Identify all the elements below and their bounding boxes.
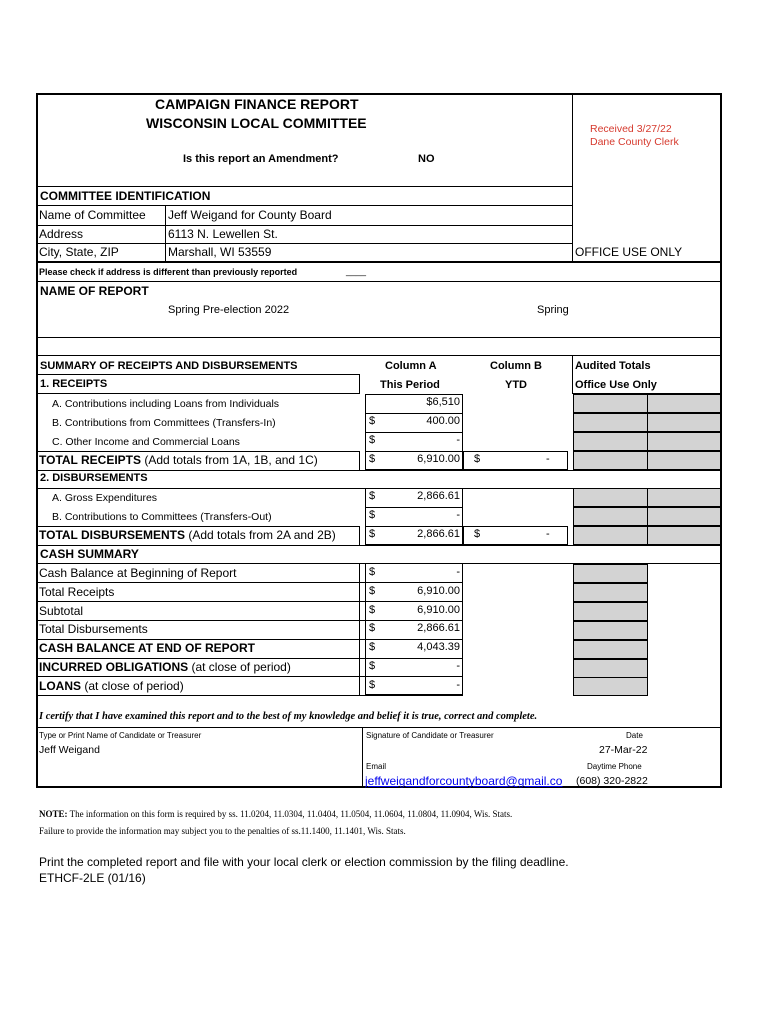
treasurer-name-label: Type or Print Name of Candidate or Treasurer bbox=[39, 731, 202, 740]
office-use-label: OFFICE USE ONLY bbox=[575, 245, 683, 259]
committee-name-value: Jeff Weigand for County Board bbox=[168, 208, 332, 222]
dollar-sign: $ bbox=[369, 566, 376, 578]
address-change-checkbox[interactable]: ____ bbox=[346, 266, 367, 276]
divider bbox=[365, 507, 463, 508]
divider bbox=[359, 374, 360, 394]
amendment-question: Is this report an Amendment? bbox=[183, 153, 339, 165]
column-a-label: Column A bbox=[385, 360, 437, 372]
dollar-sign: $ bbox=[369, 434, 376, 446]
audit-cell bbox=[647, 394, 721, 413]
city-label: City, State, ZIP bbox=[39, 245, 119, 259]
divider bbox=[37, 545, 721, 546]
column-a-sublabel: This Period bbox=[380, 379, 440, 391]
cash-row-value: 4,043.39 bbox=[417, 641, 460, 653]
receipts-heading: 1. RECEIPTS bbox=[40, 378, 108, 390]
audit-cell bbox=[573, 488, 648, 507]
dollar-sign: $ bbox=[369, 490, 376, 502]
total-receipts-value: 6,910.00 bbox=[417, 453, 460, 465]
divider bbox=[37, 225, 572, 226]
audit-cell bbox=[647, 432, 721, 451]
divider bbox=[359, 526, 360, 545]
report-name-value: Spring Pre-election 2022 bbox=[168, 304, 290, 316]
divider bbox=[37, 526, 359, 527]
penalty-note: Failure to provide the information may subject you to the penalties of ss.11.1400, 11.1401, Wis. Stats. bbox=[39, 826, 406, 836]
divider bbox=[37, 727, 721, 728]
audit-cell bbox=[647, 526, 721, 545]
audit-cell bbox=[573, 526, 648, 545]
disb-b-value: - bbox=[456, 509, 460, 521]
cash-row-label: Total Receipts bbox=[39, 585, 115, 599]
phone-label: Daytime Phone bbox=[587, 762, 642, 771]
form-id: ETHCF-2LE (01/16) bbox=[39, 871, 146, 885]
email-link[interactable]: jeffweigandforcountyboard@gmail.co bbox=[365, 774, 563, 788]
divider bbox=[362, 727, 363, 787]
cash-summary-heading: CASH SUMMARY bbox=[40, 547, 139, 561]
cash-row-value: 6,910.00 bbox=[417, 585, 460, 597]
cash-row-label: LOANS (at close of period) bbox=[39, 679, 184, 693]
dollar-sign: $ bbox=[369, 622, 376, 634]
certification-statement: I certify that I have examined this report and to the best of my knowledge and belief it is true, correct and complete. bbox=[39, 711, 538, 722]
receipt-b-value: 400.00 bbox=[426, 415, 460, 427]
divider bbox=[365, 413, 463, 414]
receipt-c-label: C. Other Income and Commercial Loans bbox=[52, 436, 240, 448]
divider bbox=[37, 639, 463, 640]
summary-heading: SUMMARY OF RECEIPTS AND DISBURSEMENTS bbox=[40, 360, 298, 372]
audit-cell bbox=[647, 507, 721, 526]
audit-cell bbox=[647, 451, 721, 470]
audited-totals-label: Audited Totals bbox=[575, 360, 651, 372]
legal-note: NOTE: The information on this form is required by ss. 11.0204, 11.0304, 11.0404, 11.0504, 11.0604, 11.0804, 11.0904, Wis. Stats. bbox=[39, 809, 513, 819]
city-value: Marshall, WI 53559 bbox=[168, 245, 272, 259]
filing-instruction: Print the completed report and file with your local clerk or election commission by the filing deadline. bbox=[39, 855, 569, 869]
audit-cell bbox=[573, 564, 648, 583]
office-use-divider bbox=[572, 94, 573, 261]
dollar-sign: $ bbox=[474, 528, 481, 540]
amendment-answer: NO bbox=[418, 153, 435, 165]
receipt-a-label: A. Contributions including Loans from Individuals bbox=[52, 398, 280, 410]
cash-row-label: Cash Balance at Beginning of Report bbox=[39, 566, 237, 580]
audit-cell bbox=[573, 602, 648, 621]
divider bbox=[37, 620, 463, 621]
address-value: 6113 N. Lewellen St. bbox=[168, 227, 278, 241]
audit-cell bbox=[573, 507, 648, 526]
received-stamp-line2: Dane County Clerk bbox=[590, 136, 679, 148]
report-subtitle: WISCONSIN LOCAL COMMITTEE bbox=[146, 115, 367, 131]
audit-cell bbox=[573, 640, 648, 659]
total-disbursements-value: 2,866.61 bbox=[417, 528, 460, 540]
report-type-value: Spring bbox=[537, 304, 569, 316]
dollar-sign: $ bbox=[369, 604, 376, 616]
cash-row-value: 2,866.61 bbox=[417, 622, 460, 634]
total-receipts-label: TOTAL RECEIPTS (Add totals from 1A, 1B, and 1C) bbox=[39, 453, 318, 467]
divider bbox=[365, 432, 463, 433]
signature-label: Signature of Candidate or Treasurer bbox=[366, 731, 494, 740]
column-b-label: Column B bbox=[490, 360, 542, 372]
cash-row-label: INCURRED OBLIGATIONS (at close of period) bbox=[39, 660, 291, 674]
cash-row-value: - bbox=[456, 679, 460, 691]
divider bbox=[37, 281, 721, 282]
divider bbox=[37, 374, 359, 375]
divider bbox=[572, 355, 573, 394]
dollar-sign: $ bbox=[369, 415, 376, 427]
dollar-sign: $ bbox=[474, 453, 481, 465]
treasurer-name-value[interactable]: Jeff Weigand bbox=[39, 744, 100, 756]
disb-a-value: 2,866.61 bbox=[417, 490, 460, 502]
disb-a-label: A. Gross Expenditures bbox=[52, 492, 158, 504]
divider bbox=[365, 526, 463, 527]
total-disbursements-label: TOTAL DISBURSEMENTS (Add totals from 2A and 2B) bbox=[39, 528, 336, 542]
receipt-c-value: - bbox=[456, 434, 460, 446]
audit-cell bbox=[647, 488, 721, 507]
dollar-sign: $ bbox=[369, 641, 376, 653]
dollar-sign: $ bbox=[369, 585, 376, 597]
divider bbox=[37, 205, 572, 206]
total-disbursements-ytd: - bbox=[546, 528, 550, 540]
divider bbox=[37, 451, 359, 452]
divider bbox=[37, 261, 721, 263]
audit-cell bbox=[573, 432, 648, 451]
cash-row-label: Subtotal bbox=[39, 604, 84, 618]
audit-cell bbox=[573, 583, 648, 602]
audit-cell bbox=[573, 621, 648, 640]
audit-cell bbox=[573, 677, 648, 696]
divider bbox=[37, 582, 463, 583]
divider bbox=[37, 337, 721, 338]
divider bbox=[37, 355, 721, 356]
total-receipts-ytd: - bbox=[546, 453, 550, 465]
audit-cell bbox=[573, 394, 648, 413]
disbursements-heading: 2. DISBURSEMENTS bbox=[40, 472, 148, 484]
report-name-heading: NAME OF REPORT bbox=[40, 284, 149, 298]
email-label: Email bbox=[366, 762, 387, 771]
divider bbox=[37, 243, 572, 244]
divider bbox=[37, 676, 463, 677]
dollar-sign: $ bbox=[369, 660, 376, 672]
divider bbox=[37, 658, 463, 659]
dollar-sign: $ bbox=[369, 528, 376, 540]
cash-row-value: 6,910.00 bbox=[417, 604, 460, 616]
divider bbox=[359, 451, 360, 470]
receipt-a-value: $6,510 bbox=[426, 396, 460, 408]
dollar-sign: $ bbox=[369, 509, 376, 521]
divider bbox=[37, 393, 359, 394]
committee-heading: COMMITTEE IDENTIFICATION bbox=[40, 189, 211, 203]
audit-cell bbox=[573, 451, 648, 470]
audit-cell bbox=[573, 659, 648, 678]
date-value[interactable]: 27-Mar-22 bbox=[599, 744, 648, 756]
divider bbox=[37, 470, 721, 471]
receipt-b-label: B. Contributions from Committees (Transfers-In) bbox=[52, 417, 276, 429]
divider bbox=[37, 186, 572, 187]
column-b-sublabel: YTD bbox=[505, 379, 527, 391]
audit-cell bbox=[647, 413, 721, 432]
address-label: Address bbox=[39, 227, 84, 241]
dollar-sign: $ bbox=[369, 679, 376, 691]
date-label: Date bbox=[626, 731, 643, 740]
cash-row-value: - bbox=[456, 660, 460, 672]
divider bbox=[37, 601, 463, 602]
report-title: CAMPAIGN FINANCE REPORT bbox=[155, 96, 359, 112]
cash-row-value: - bbox=[456, 566, 460, 578]
audit-cell bbox=[573, 413, 648, 432]
divider bbox=[37, 695, 463, 696]
received-stamp-line1: Received 3/27/22 bbox=[590, 123, 672, 135]
divider bbox=[365, 451, 463, 452]
disb-b-label: B. Contributions to Committees (Transfers-Out) bbox=[52, 511, 272, 523]
field-divider bbox=[165, 205, 166, 261]
address-change-note: Please check if address is different than previously reported bbox=[39, 267, 298, 277]
cash-row-label: CASH BALANCE AT END OF REPORT bbox=[39, 641, 255, 655]
dollar-sign: $ bbox=[369, 453, 376, 465]
cash-row-label: Total Disbursements bbox=[39, 622, 148, 636]
committee-name-label: Name of Committee bbox=[39, 208, 146, 222]
office-use-only-label: Office Use Only bbox=[575, 379, 657, 391]
phone-value[interactable]: (608) 320-2822 bbox=[576, 775, 648, 787]
